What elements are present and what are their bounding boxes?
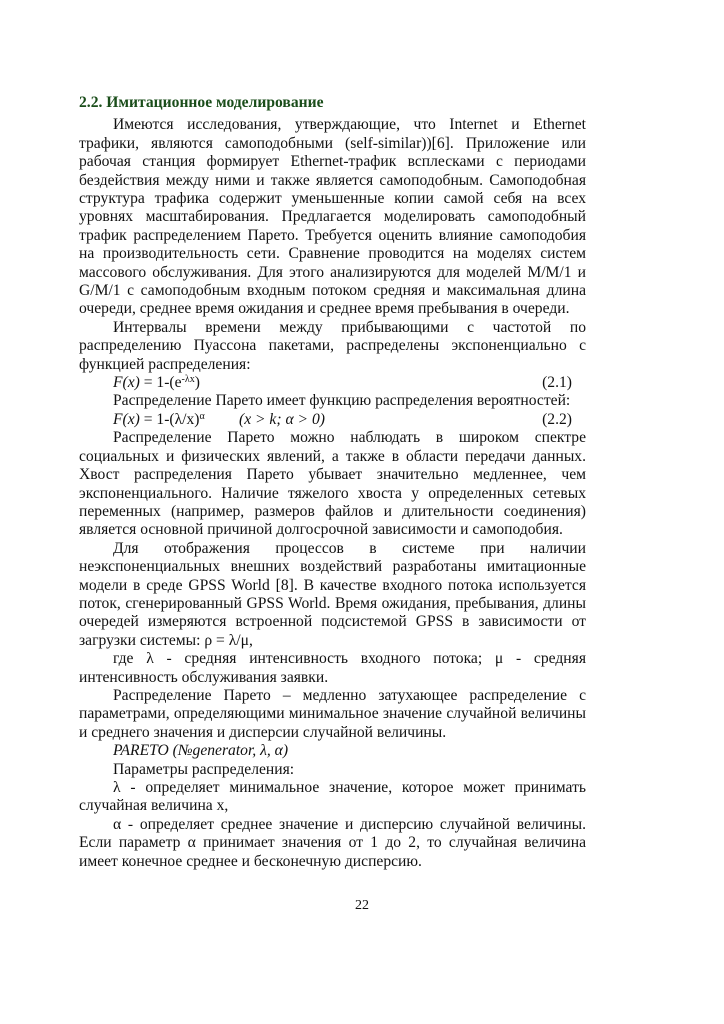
equation-2-1-rhs-open: = 1-(e — [139, 374, 182, 392]
equation-2-1-number: (2.1) — [542, 374, 572, 392]
equation-2-2-condition: (x > k; α > 0) — [239, 410, 325, 428]
equation-2-1-exponent: -λx — [181, 374, 195, 386]
equation-2-2-lhs: F(x) — [113, 410, 140, 428]
equation-2-2-exponent: α — [199, 410, 205, 422]
paragraph-alpha-def: α - определяет среднее значение и дисперсию случайной величины. Если параметр α принимает значения от 1 до 2, то случайная величина имеет конечное среднее и бесконечную дисперсию. — [79, 815, 586, 870]
paragraph-self-similarity: Имеются исследования, утверждающие, что Internet и Ethernet трафики, являются самоподобными (self-similar))[6]. Приложение или рабочая станция формирует Ethernet-трафик всплесками с периодами бездействия между ними и также является самоподобным. Самоподобная структура трафика содержит уменьшенные копии самой себя на всех уровнях масштабирования. Предлагается моделировать самоподобный трафик распределением Парето. Требуется оценить влияние самоподобия на производительность сети. Сравнение проводится на моделях систем массового обслуживания. Для этого анализируются для моделей M/M/1 и G/M/1 с самоподобным входным потоком средняя и максимальная длина очереди, среднее время ожидания и среднее время пребывания в очереди. — [79, 116, 586, 318]
equation-2-1 — [79, 374, 586, 392]
equation-2-2-rhs: = 1-(λ/x) — [139, 410, 200, 428]
paragraph-lambda-mu: где λ - средняя интенсивность входного потока; μ - средняя интенсивность обслуживания заявки. — [79, 650, 586, 686]
page-number: 22 — [355, 898, 369, 913]
pareto-syntax-text: PARETO (№generator, λ, α) — [113, 742, 289, 760]
equation-2-1-lhs: F(x) — [113, 374, 140, 392]
equation-2-1-rhs-close: ) — [194, 374, 200, 392]
paragraph-heavy-tail: Распределение Парето можно наблюдать в широком спектре социальных и физических явлений, а также в области передачи данных. Хвост распределения Парето убывает значительно медленнее, чем экспоненциального. Наличие тяжелого хвоста у определенных сетевых переменных (например, размеров файлов и длительности соединения) является основной причиной долгосрочной зависимости и самоподобия. — [79, 429, 586, 539]
pareto-syntax — [79, 742, 586, 760]
paragraph-pareto-intro: Распределение Парето имеет функцию распределения вероятностей: — [113, 392, 571, 410]
paragraph-lambda-def: λ - определяет минимальное значение, которое может принимать случайная величина x, — [79, 779, 586, 815]
section-heading: 2.2. Имитационное моделирование — [79, 94, 324, 111]
page-content — [79, 94, 586, 871]
paragraph-pareto-params: Распределение Парето – медленно затухающее распределение с параметрами, определяющими минимальное значение случайной величины и среднего значения и дисперсии случайной величины. — [79, 686, 586, 741]
paragraph-distribution-params: Параметры распределения: — [113, 760, 295, 778]
equation-2-2 — [79, 411, 586, 429]
equation-2-2-number: (2.2) — [542, 410, 572, 428]
paragraph-gpss-models: Для отображения процессов в системе при наличии неэкспоненциальных внешних воздействий разработаны имитационные модели в среде GPSS World [8]. В качестве входного потока используется поток, сгенерированный GPSS World. Время ожидания, пребывания, длины очередей измеряются встроенной подсистемой GPSS в зависимости от загрузки системы: ρ = λ/μ, — [79, 539, 586, 649]
paragraph-poisson-intervals: Интервалы времени между прибывающими с частотой по распределению Пуассона пакетами, распределены экспоненциально с функцией распределения: — [79, 318, 586, 373]
